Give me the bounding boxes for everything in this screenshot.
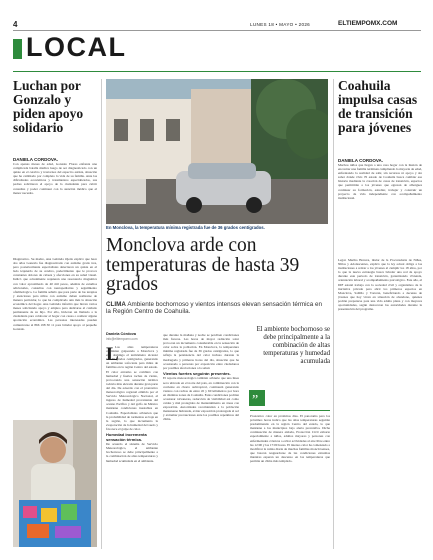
quote-mark-icon <box>249 390 265 406</box>
left-body: Con apenas meses de edad, Gonzalo Flores enfrenta una complicada batalla médica luego de ser diagnosticado con un quiste en el cerebro y trastornos del espectro autista, situación que ha cambiado por completo la vida de su familia. Ante las dificultades económicas y tratamientos especializados, sus padres solicitaron el apoyo de la ciudadanía para cubrir consultas y poder continuar con la atención médica que el menor necesita. <box>13 162 97 195</box>
main-col-3-text: Pronóstico calor en próximos días. El panorama para los próximos horas indica que las altas temperaturas seguirán predominando en la región Centro del estado, lo que mantiene a los municipios bajo alerta preventiva. Dicha continuación de manera aislada, Protección Civil exhorte especialmente a niños, adultos mayores y personas con enfermedades crónicas a evitar actividades al aire libre entre las 12:00 y las 17:00 horas. El intenso calor ha comenzado a modificar la rutina diaria de muchas familias monclovenses, que buscan resguardarse de las condiciones extremas mientras esperan un descenso en las temperaturas que permita un clima más templado. <box>250 414 330 464</box>
child-photo <box>13 420 97 547</box>
main-headline: Monclova arde con temperaturas de hasta 39 grados <box>106 235 300 295</box>
main-photo <box>106 79 328 224</box>
left-body-2: Diagnóstico. Su madre, Ana Gabriela Ojeda explicó que hace dos años Gonzalo fue diagnosticado con autismo grado tres, pero posteriormente especialistas detectaron un quiste en el lado izquierdo de su cerebro, padecimiento que le provoca constantes dolores de cabeza y afecciones en su salud visual. Indicó que actualmente requieren una resonancia magnética con valor aproximado de 40 mil pesos, además de estudios adicionales, consultas con neuropediatras y seguimiento oftalmológico. La familia señaló que para parte de las terapias y atenciones para niños con autismo deben realizarse de manera particular, lo que ha complicado aún más la situación económica del hogar. Ana Gabriela informó que llevan varios meses solicitando apoyo y empleo para dedicarse al cuidado permanente de su hijo. Por ello, hicieron un llamado a la ciudadanía para colaborar al hogar con causa o realizar alguna aportación económica. Las personas interesadas pueden comunicarse al 866 198 30 11 para brindar apoyo al pequeño Gonzalo. <box>13 257 97 331</box>
main-deck <box>106 301 328 315</box>
right-byline: DANIELA CORDOVA. <box>338 158 383 163</box>
main-col-1-text: Las altas temperaturas continúan golpeando a Monclova y este domingo el termómetro alcanzó los 39 grados centígrados, generando un ambiente sofocante para miles de familias en la región Centro del estado. El calor extremo se combinó con humedad y fuertes rachas de viento, provocando una sensación térmica todavía más elevada durante gran parte del día. De acuerdo con el pronóstico meteorológico regional emitido por el Servicio Meteorológico Nacional, el ingreso de humedad proveniente del océano Pacífico y del golfo de México mantiene condiciones inestables en Coahuila. Especialistas advierten que la probabilidad de tormentas es baja en la región, lo que incrementa la evaporación de la humedad del suelo y favorece el golpe de calor. <box>106 345 158 431</box>
right-body: Muchos niños que llegan a una casa hogar con la ilusión de encontrar una familia terminan cumpliendo la mayoría de edad, enfrentando la realidad de salir, sin recursos ni apoyo y sin saber dónde vivir. El estado de Coahuila busca cambiar esa historia mediante la creación de casas de transición, espacios que permitirán a los jóvenes que egresan de albergues continuar su formación, estudiar, trabajar y construir un proyecto de vida independiente con acompañamiento institucional. <box>338 163 422 200</box>
right-body-2: Legal. Martha Herrera, titular de la Procuraduría de Niñas, Niños y Adolescentes, explicó que la ley actual obliga a las instituciones a retirar a los jóvenes al cumplir los 18 años, por lo que la nueva estrategia busca brindar una red de apoyo durante este periodo de transición, garantizando vivienda, orientación laboral y acompañamiento psicológico. Este año, el DIF estatal trabaja con la sociedad civil y organismos de la iniciativa privada para abrir los primeros espacios en Monclova, Saltillo y Torreón, beneficiando a decenas de jóvenes que hoy viven en situación de abandono, quienes podrán prepararse para una vida adulta plena y con mayores oportunidades, según destacaron las autoridades durante la presentación del programa. <box>338 258 422 312</box>
subhead-vientos: Vientos fuertes seguirán presentes. <box>163 370 231 376</box>
section-title: LOCAL <box>26 32 127 62</box>
photo-caption: En Monclova, la temperatura mínima registrada fue de 36 grados centígrados. <box>106 225 265 230</box>
main-byline-email: info@eltiempomx.com <box>106 337 138 341</box>
subhead-humedad: Humedad incrementa sensación térmica. <box>106 431 147 442</box>
main-col-2b-text: El reporte meteorológico también advierte que una línea seca ubicada en el norte del país, en combinación con la corriente en chorro subtropical, continuará generando vientos con rachas de entre 45 y 60 kilómetros por hora en distintas zonas de Coahuila. Estas condiciones podrían ocasionar tolvaneras, reducción de visibilidad así como caídas y mal protegidos de mantenimiento en áreas con exposición. Autoridades recomiendan a la población mantenerse hidratada, evitar exposición prolongada al sol y extremar precauciones ante los posibles repentinos del clima. <box>163 376 239 422</box>
deck-label: CLIMA <box>106 301 126 308</box>
drop-cap: L <box>106 345 119 365</box>
left-headline: Luchan por Gonzalo y piden apoyo solidario <box>13 78 84 135</box>
deck-text: Ambiente bochornoso y vientos intensos elevan sensación térmica en la Región Centro de Coahuila. <box>106 301 322 316</box>
main-col-2 <box>163 333 239 545</box>
page-number: 4 <box>13 20 18 29</box>
section-accent-bar <box>13 39 22 59</box>
main-col-2-text: que durante la mañana y noche se perciben condiciones más frescas. Las horas de mayor radiación solar provocan un incremento considerable en la sensación de calor sobre la población. En Monclova, la temperatura mínima registrada fue de 36 grados centígrados, lo que refleja la persistencia del calor incluso durante la madrugada y primeras horas del día, situación que ha ocasionado a personas por exposición entre ciudadanos por posibles afectaciones a la salud. <box>163 333 239 370</box>
main-byline: Daniela Córdova <box>106 332 136 336</box>
issue-date: LUNES 18 • MAYO • 2026 <box>250 22 311 27</box>
left-byline: DANIELA CORDOVA. <box>13 157 58 162</box>
pull-quote: El ambiente bochornoso se debe principalmente a la combinación de altas temperaturas y humedad acumulada <box>256 326 330 365</box>
svg-text:”: ” <box>252 393 259 406</box>
main-col-1 <box>106 345 158 545</box>
main-col-1b-text: De acuerdo el sistema de Servicio Meteorológico, el ambiente bochornoso se debe principalmente a la combinación de altas temperaturas y humedad acumulada en el ambiente. <box>106 442 158 463</box>
right-headline: Coahuila impulsa casas de transición para jóvenes <box>338 78 418 135</box>
brand-logo: ELTIEMPOMX.COM <box>338 20 398 27</box>
